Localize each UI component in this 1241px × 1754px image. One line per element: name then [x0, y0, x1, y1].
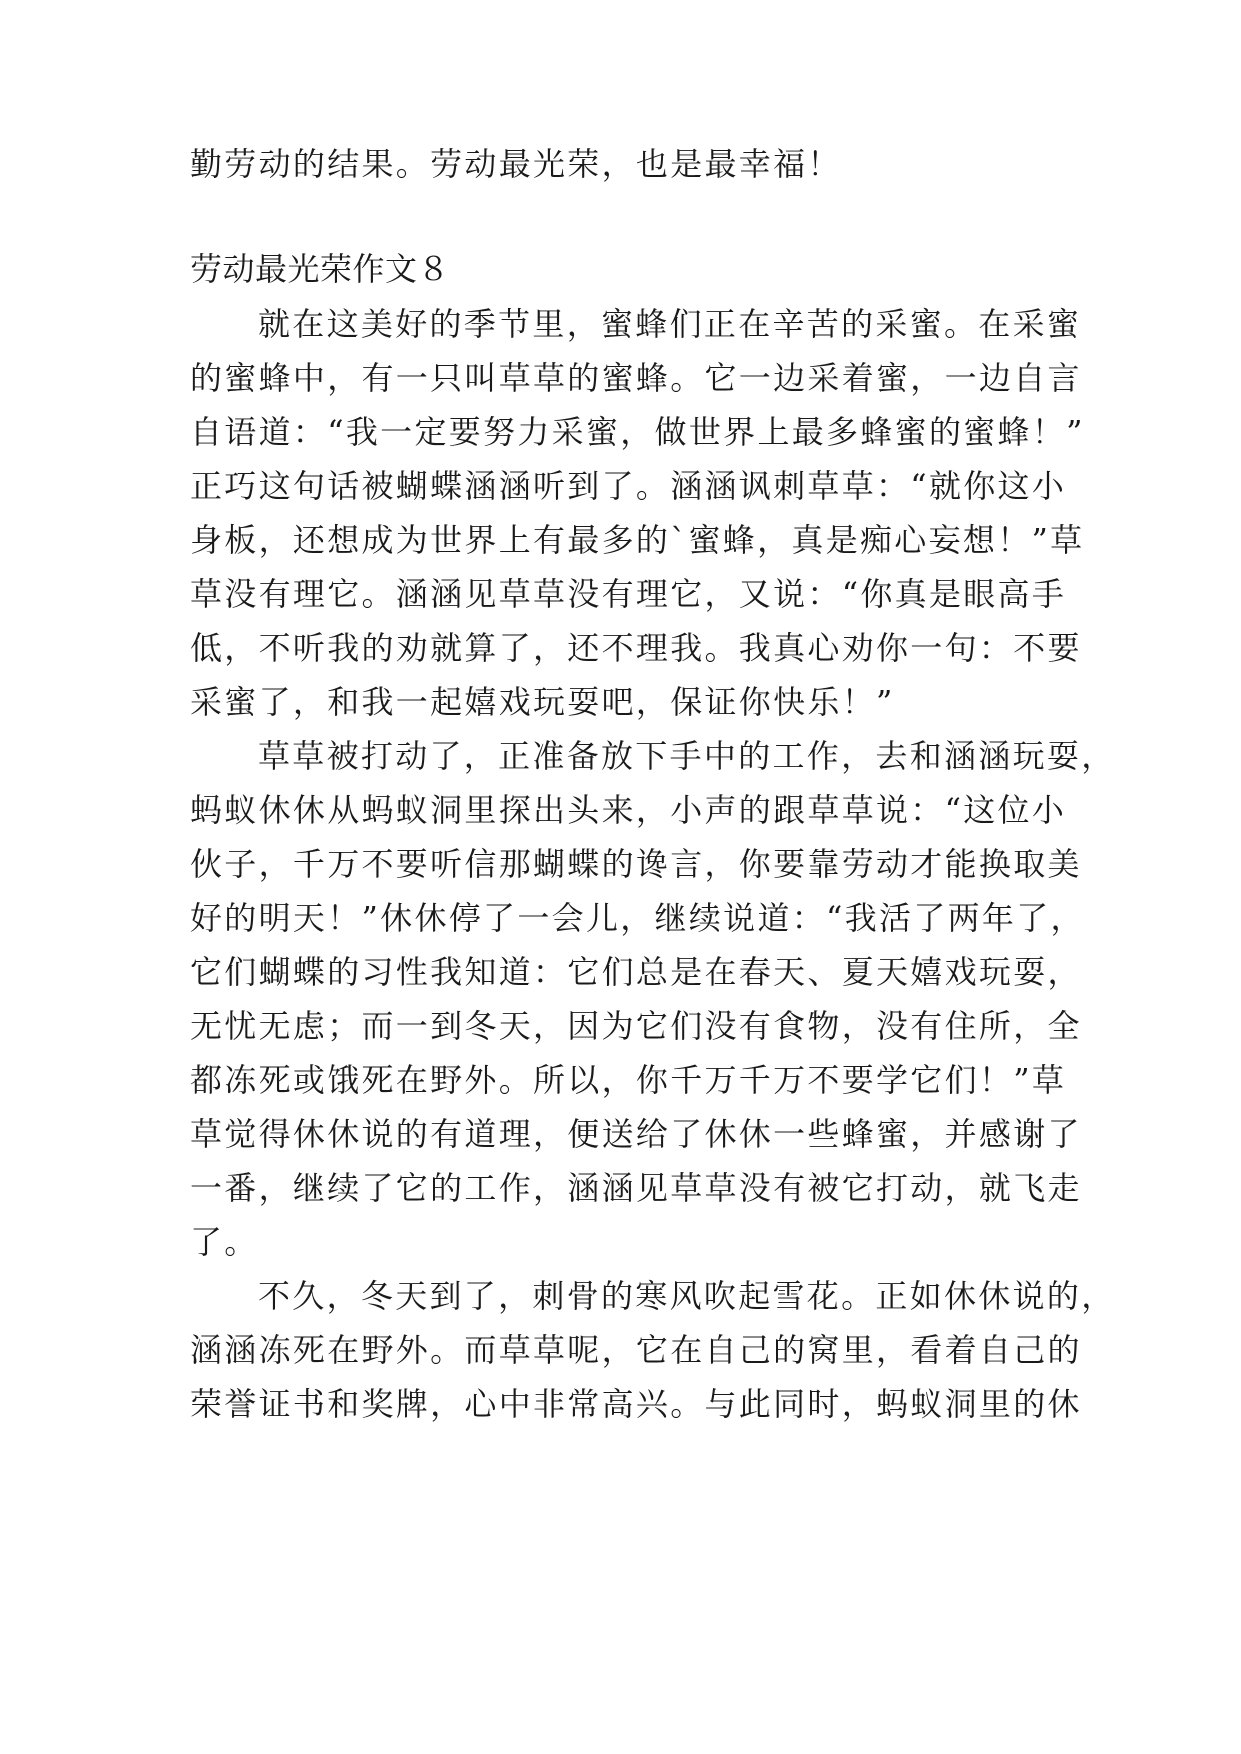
text-line: 正巧这句话被蝴蝶涵涵听到了。涵涵讽刺草草：“就你这小 — [190, 467, 1067, 505]
text-line: 它们蝴蝶的习性我知道：它们总是在春天、夏天嬉戏玩耍， — [190, 953, 1082, 991]
text-line: 草觉得休休说的有道理，便送给了休休一些蜂蜜，并感谢了 — [190, 1115, 1082, 1153]
text-line: 一番，继续了它的工作，涵涵见草草没有被它打动，就飞走 — [190, 1169, 1082, 1207]
text-line: 草草被打动了，正准备放下手中的工作，去和涵涵玩耍， — [258, 737, 1116, 775]
text-line: 涵涵冻死在野外。而草草呢，它在自己的窝里，看着自己的 — [190, 1331, 1082, 1369]
text-line: 伙子，千万不要听信那蝴蝶的谗言，你要靠劳动才能换取美 — [190, 845, 1082, 883]
text-line: 自语道：“我一定要努力采蜜，做世界上最多蜂蜜的蜜蜂！” — [190, 413, 1085, 451]
text-line: 草没有理它。涵涵见草草没有理它，又说：“你真是眼高手 — [190, 575, 1067, 613]
essay-title: 劳动最光荣作文８ — [190, 250, 451, 288]
text-line: 低，不听我的劝就算了，还不理我。我真心劝你一句：不要 — [190, 629, 1082, 667]
text-line: 好的明天！”休休停了一会儿，继续说道：“我活了两年了， — [190, 899, 1085, 937]
text-line: 就在这美好的季节里，蜜蜂们正在辛苦的采蜜。在采蜜 — [258, 305, 1082, 343]
text-line: 都冻死或饿死在野外。所以，你千万千万不要学它们！”草 — [190, 1061, 1067, 1099]
text-line: 荣誉证书和奖牌，心中非常高兴。与此同时，蚂蚁洞里的休 — [190, 1385, 1082, 1423]
text-line: 不久，冬天到了，刺骨的寒风吹起雪花。正如休休说的， — [258, 1277, 1116, 1315]
text-line: 无忧无虑；而一到冬天，因为它们没有食物，没有住所，全 — [190, 1007, 1082, 1045]
text-line: 的蜜蜂中，有一只叫草草的蜜蜂。它一边采着蜜，一边自言 — [190, 359, 1082, 397]
text-line: 采蜜了，和我一起嬉戏玩耍吧，保证你快乐！” — [190, 683, 895, 721]
text-line: 蚂蚁休休从蚂蚁洞里探出头来，小声的跟草草说：“这位小 — [190, 791, 1067, 829]
text-line: 勤劳动的结果。劳动最光荣，也是最幸福！ — [190, 145, 842, 183]
text-line: 身板，还想成为世界上有最多的`蜜蜂，真是痴心妄想！”草 — [190, 521, 1085, 559]
text-line: 了。 — [190, 1223, 259, 1261]
